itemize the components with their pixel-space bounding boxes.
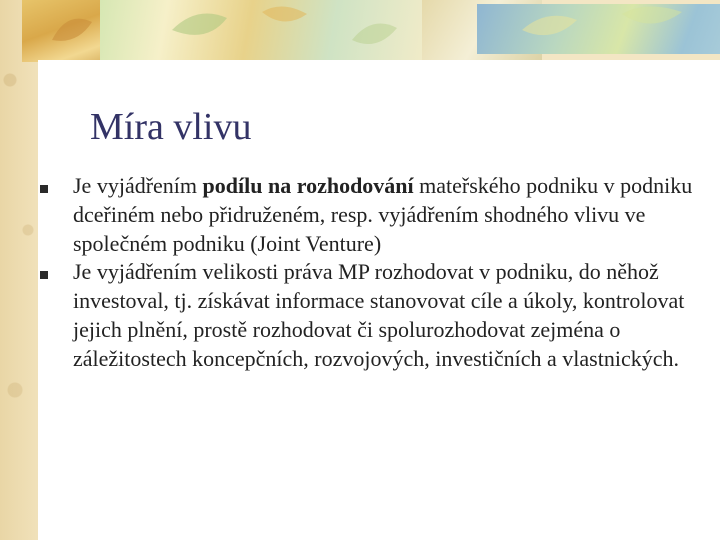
bullet-text: Je vyjádřením velikosti práva MP rozhodovat v podniku, do něhož investoval, tj. získávat informace stanovovat cíle a úkoly, kontrolovat jejich plnění, prostě rozhodovat či spolurozhodovat zejména o záležitostech koncepčních, rozvojových, investičních a vlastnických. [73, 259, 685, 371]
list-item [40, 258, 712, 373]
bullet-text-pre: Je vyjádřením [73, 173, 203, 198]
decorative-banner [22, 0, 720, 62]
bullet-text-post: mateřského podniku v podniku dceřiném nebo přidruženém, resp. vyjádřením shodného vlivu ve společném podniku (Joint Venture) [73, 173, 693, 256]
bullet-text-bold: podílu na rozhodování [202, 173, 414, 198]
square-bullet-icon [40, 185, 48, 193]
parchment-border [0, 0, 40, 540]
list-item [40, 172, 712, 258]
slide-title: Míra vlivu [90, 106, 252, 148]
bullet-list [40, 172, 712, 374]
square-bullet-icon [40, 271, 48, 279]
leaf-decoration-icon [22, 0, 720, 62]
